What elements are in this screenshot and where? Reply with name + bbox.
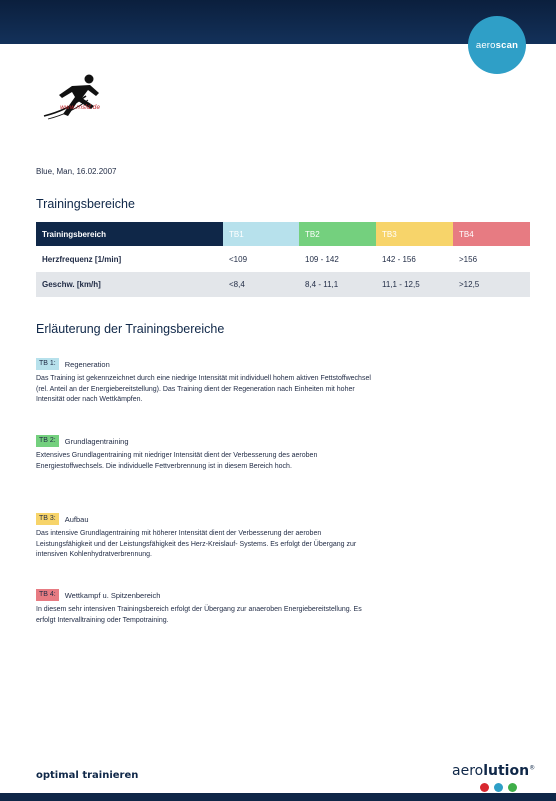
zone-description-tb4 (36, 589, 476, 626)
table-header-cell: TB1 (223, 222, 299, 246)
table-header-cell: TB3 (376, 222, 453, 246)
table-cell: >12,5 (459, 280, 480, 289)
zones-table (36, 222, 530, 297)
brand-bold: lution (483, 763, 530, 779)
zone-text: Das intensive Grundlagentraining mit höherer Intensität dient der Verbesserung der aeroben Leistungsfähigkeit und der Leistungsfähigkeit des Herz-Kreislauf- Systems. Es erfolgt der Übergang zur intensiven Kohlenhydratverbrennung. (36, 530, 357, 558)
zone-tag: TB 1: (36, 358, 59, 370)
table-row (36, 246, 530, 272)
zone-description-tb1 (36, 358, 476, 406)
brand-dots (480, 783, 517, 792)
zone-title: Grundlagentraining (64, 436, 129, 446)
table-cell: Herzfrequenz [1/min] (42, 254, 122, 264)
zone-text: In diesem sehr intensiven Trainingsbereich erfolgt der Übergang zur anaeroben Energiebereitstellung. Es erfolgt Intervalltraining oder Tempotraining. (36, 606, 362, 624)
table-header-cell: TB2 (299, 222, 376, 246)
table-header-cell: TB4 (453, 222, 530, 246)
table-cell: >156 (459, 254, 478, 264)
brand-prefix: aero (452, 763, 484, 779)
footer-bar (0, 793, 556, 801)
table-cell: <109 (229, 254, 248, 264)
aeroscan-badge (468, 16, 526, 74)
table-cell: Geschw. [km/h] (42, 280, 101, 289)
brand-registered-mark: ® (529, 764, 536, 772)
zone-title: Regeneration (64, 359, 110, 369)
zone-text: Extensives Grundlagentraining mit niedriger Intensität dient der Verbesserung des aeroben Energiestoffwechsels. Die individuelle Fettverbrennung ist in diesem Bereich hoch. (36, 452, 318, 470)
zone-tag: TB 4: (36, 589, 59, 601)
aerolution-logo (452, 763, 535, 779)
table-cell: 142 - 156 (382, 254, 416, 264)
zone-tag: TB 2: (36, 435, 59, 447)
runner-logo-icon (42, 72, 116, 122)
section-title-erlaeuterung: Erläuterung der Trainingsbereiche (36, 322, 225, 336)
footer-slogan: optimal trainieren (36, 770, 139, 781)
table-cell: <8,4 (229, 280, 245, 289)
brand-dot-blue-icon (494, 783, 503, 792)
table-cell: 109 - 142 (305, 254, 339, 264)
table-cell: 11,1 - 12,5 (382, 280, 420, 289)
brand-dot-green-icon (508, 783, 517, 792)
zone-title: Aufbau (64, 514, 89, 524)
table-header-row (36, 222, 530, 246)
logo-url: www.msld.de (60, 104, 101, 111)
section-title-trainingsbereiche: Trainingsbereiche (36, 197, 135, 211)
table-row (36, 272, 530, 297)
zone-text: Das Training ist gekennzeichnet durch eine niedrige Intensität mit individuell hohem aktiven Fettstoffwechsel (rel. Anteil an der Energiebereitstellung). Das Training dient der Regeneration nach Einheiten mit hoher Intensität oder nach Wettkämpfen. (36, 375, 371, 403)
badge-text-prefix: aero (475, 39, 496, 51)
zone-description-tb3 (36, 513, 476, 561)
table-cell: 8,4 - 11,1 (305, 280, 339, 289)
athlete-meta: Blue, Man, 16.02.2007 (36, 167, 117, 176)
zone-tag: TB 3: (36, 513, 59, 525)
brand-dot-red-icon (480, 783, 489, 792)
zone-description-tb2 (36, 435, 476, 472)
table-header-cell: Trainingsbereich (36, 222, 223, 246)
zone-title: Wettkampf u. Spitzenbereich (64, 590, 161, 600)
badge-text-bold: scan (495, 39, 519, 51)
